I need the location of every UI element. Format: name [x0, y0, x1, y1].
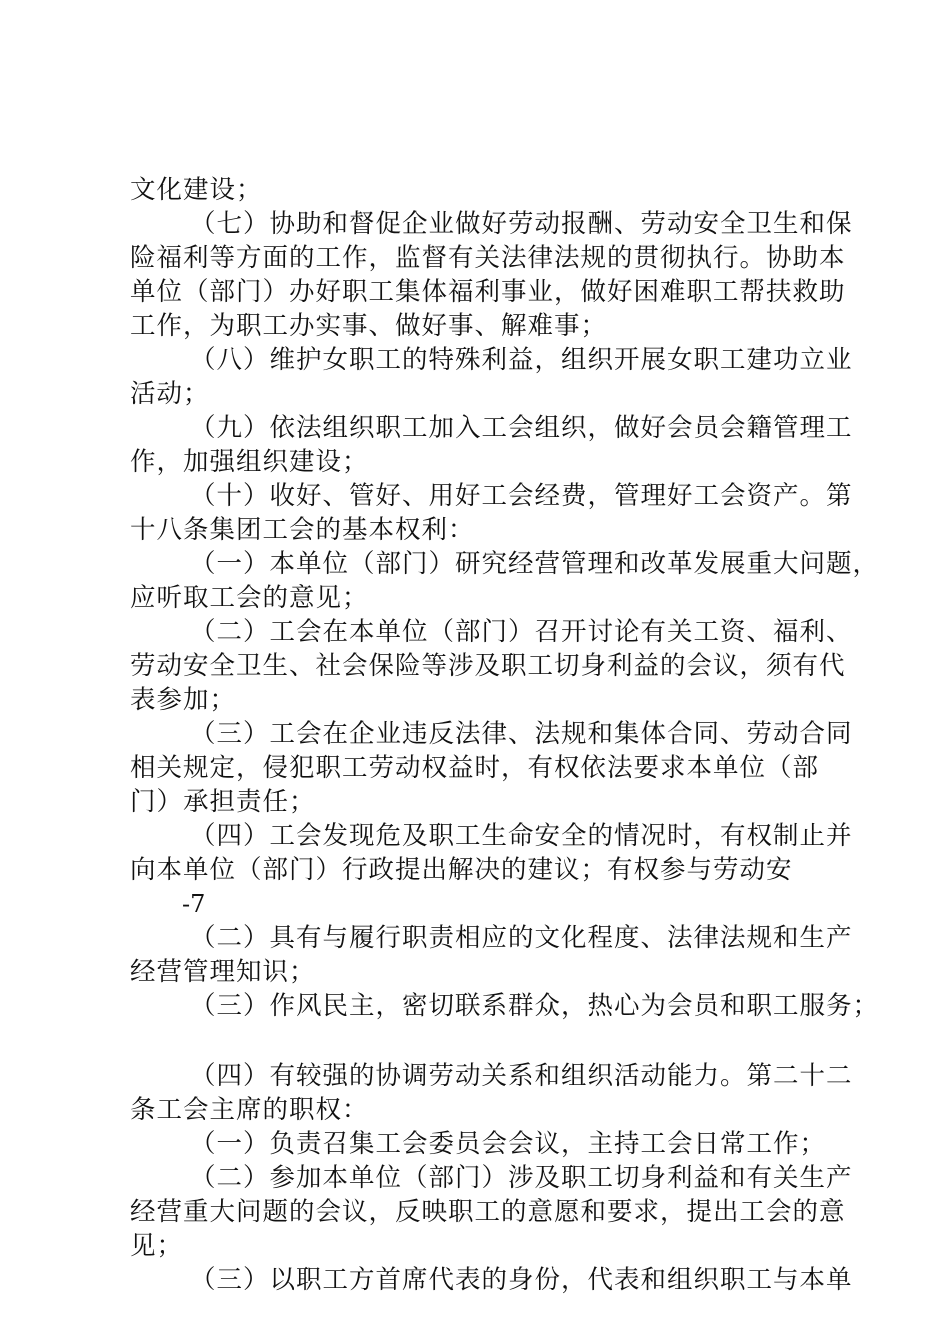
- text-line: 应听取工会的意见；: [130, 583, 369, 613]
- text-line: （九）依法组织职工加入工会组织，做好会员会籍管理工: [190, 413, 853, 443]
- text-line: （四）工会发现危及职工生命安全的情况时，有权制止并: [190, 821, 853, 851]
- text-line: （二）具有与履行职责相应的文化程度、法律法规和生产: [190, 923, 853, 953]
- text-line: （一）本单位（部门）研究经营管理和改革发展重大问题，: [190, 549, 880, 579]
- text-line: 表参加；: [130, 685, 237, 715]
- text-line: 见；: [130, 1231, 184, 1261]
- text-line: （三）作风民主，密切联系群众，热心为会员和职工服务；: [190, 991, 880, 1021]
- text-line: （三）以职工方首席代表的身份，代表和组织职工与本单: [190, 1265, 853, 1295]
- text-line: （三）工会在企业违反法律、法规和集体合同、劳动合同: [190, 719, 853, 749]
- text-line: 作，加强组织建设；: [130, 447, 369, 477]
- text-line: 经营重大问题的会议，反映职工的意愿和要求，提出工会的意: [130, 1197, 846, 1227]
- text-line: 向本单位（部门）行政提出解决的建议；有权参与劳动安: [130, 855, 793, 885]
- text-line: 条工会主席的职权：: [130, 1095, 369, 1125]
- text-line: 经营管理知识；: [130, 957, 316, 987]
- text-line: 门）承担责任；: [130, 787, 316, 817]
- text-line: 工作，为职工办实事、做好事、解难事；: [130, 311, 608, 341]
- text-line: 劳动安全卫生、社会保险等涉及职工切身利益的会议，须有代: [130, 651, 846, 681]
- text-line: （二）参加本单位（部门）涉及职工切身利益和有关生产: [190, 1163, 853, 1193]
- text-line: （一）负责召集工会委员会会议，主持工会日常工作；: [190, 1129, 827, 1159]
- text-line: 险福利等方面的工作，监督有关法律法规的贯彻执行。协助本: [130, 243, 846, 273]
- text-line: 活动；: [130, 379, 210, 409]
- text-line: 相关规定，侵犯职工劳动权益时，有权依法要求本单位（部: [130, 753, 820, 783]
- text-line: （二）工会在本单位（部门）召开讨论有关工资、福利、: [190, 617, 853, 647]
- text-line: 十八条集团工会的基本权利：: [130, 515, 475, 545]
- text-line: （四）有较强的协调劳动关系和组织活动能力。第二十二: [190, 1061, 853, 1091]
- text-line: 文化建设；: [130, 175, 263, 205]
- text-line: （八）维护女职工的特殊利益，组织开展女职工建功立业: [190, 345, 853, 375]
- text-line: （十）收好、管好、用好工会经费，管理好工会资产。第: [190, 481, 853, 511]
- text-line: 单位（部门）办好职工集体福利事业，做好困难职工帮扶救助: [130, 277, 846, 307]
- text-line: （七）协助和督促企业做好劳动报酬、劳动安全卫生和保: [190, 209, 853, 239]
- page-number: -7: [182, 890, 206, 918]
